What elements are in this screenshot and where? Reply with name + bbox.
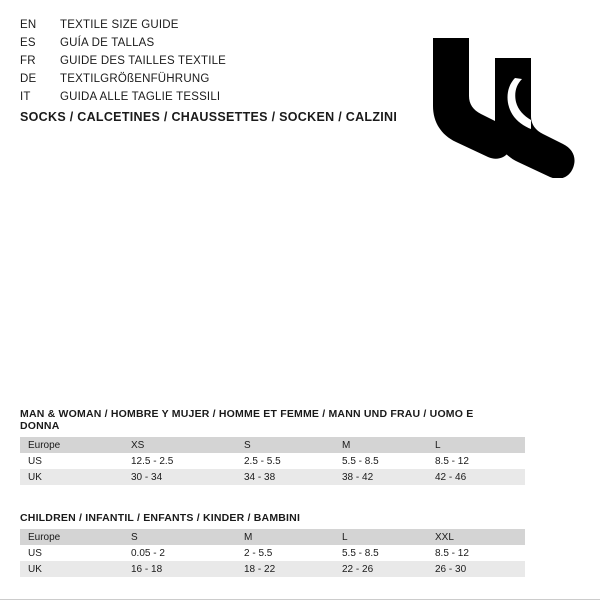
table xyxy=(20,529,525,577)
socks-pair-icon xyxy=(405,18,575,178)
row-label: UK xyxy=(20,561,123,577)
table-cell: 5.5 - 8.5 xyxy=(334,453,427,469)
table-cell: 30 - 34 xyxy=(123,469,236,485)
table-cell: 38 - 42 xyxy=(334,469,427,485)
table-cell: 18 - 22 xyxy=(236,561,334,577)
language-label: TEXTILE SIZE GUIDE xyxy=(60,19,179,31)
row-label: US xyxy=(20,545,123,561)
table-header-cell: XXL xyxy=(427,529,525,545)
language-code: FR xyxy=(20,55,36,67)
size-table-children xyxy=(20,512,485,577)
language-row xyxy=(20,70,380,88)
row-label: UK xyxy=(20,469,123,485)
language-label: GUIDA ALLE TAGLIE TESSILI xyxy=(60,91,221,103)
product-title: SOCKS / CALCETINES / CHAUSSETTES / SOCKEN / CALZINI xyxy=(20,110,398,124)
language-row xyxy=(20,88,380,106)
table-header-cell: Europe xyxy=(20,437,123,453)
language-row xyxy=(20,16,380,34)
language-label: TEXTILGRÖßENFÜHRUNG xyxy=(60,73,210,85)
language-row xyxy=(20,52,380,70)
table-row xyxy=(20,469,525,485)
table-header-cell: M xyxy=(236,529,334,545)
table-header-cell: XS xyxy=(123,437,236,453)
table-cell: 2.5 - 5.5 xyxy=(236,453,334,469)
table xyxy=(20,437,525,485)
language-row xyxy=(20,34,380,52)
table-cell: 34 - 38 xyxy=(236,469,334,485)
language-code: DE xyxy=(20,73,37,85)
table-row xyxy=(20,561,525,577)
table-cell: 42 - 46 xyxy=(427,469,525,485)
table-header-cell: Europe xyxy=(20,529,123,545)
table-row xyxy=(20,545,525,561)
size-table-man-woman xyxy=(20,408,485,485)
table-cell: 22 - 26 xyxy=(334,561,427,577)
table-cell: 2 - 5.5 xyxy=(236,545,334,561)
table-title: MAN & WOMAN / HOMBRE Y MUJER / HOMME ET FEMME / MANN UND FRAU / UOMO E DONNA xyxy=(20,408,474,432)
table-cell: 26 - 30 xyxy=(427,561,525,577)
table-cell: 0.05 - 2 xyxy=(123,545,236,561)
language-label: GUÍA DE TALLAS xyxy=(60,37,155,49)
table-header-row xyxy=(20,437,525,453)
language-code: ES xyxy=(20,37,36,49)
table-header-row xyxy=(20,529,525,545)
table-cell: 12.5 - 2.5 xyxy=(123,453,236,469)
table-header-cell: L xyxy=(334,529,427,545)
table-header-cell: L xyxy=(427,437,525,453)
table-cell: 8.5 - 12 xyxy=(427,545,525,561)
table-cell: 8.5 - 12 xyxy=(427,453,525,469)
table-cell: 16 - 18 xyxy=(123,561,236,577)
table-header-cell: S xyxy=(123,529,236,545)
table-cell: 5.5 - 8.5 xyxy=(334,545,427,561)
language-label: GUIDE DES TAILLES TEXTILE xyxy=(60,55,227,67)
table-row xyxy=(20,453,525,469)
language-code: IT xyxy=(20,91,31,103)
table-header-cell: S xyxy=(236,437,334,453)
language-code: EN xyxy=(20,19,37,31)
language-list xyxy=(20,16,380,106)
table-header-cell: M xyxy=(334,437,427,453)
table-title: CHILDREN / INFANTIL / ENFANTS / KINDER / BAMBINI xyxy=(20,512,301,524)
row-label: US xyxy=(20,453,123,469)
